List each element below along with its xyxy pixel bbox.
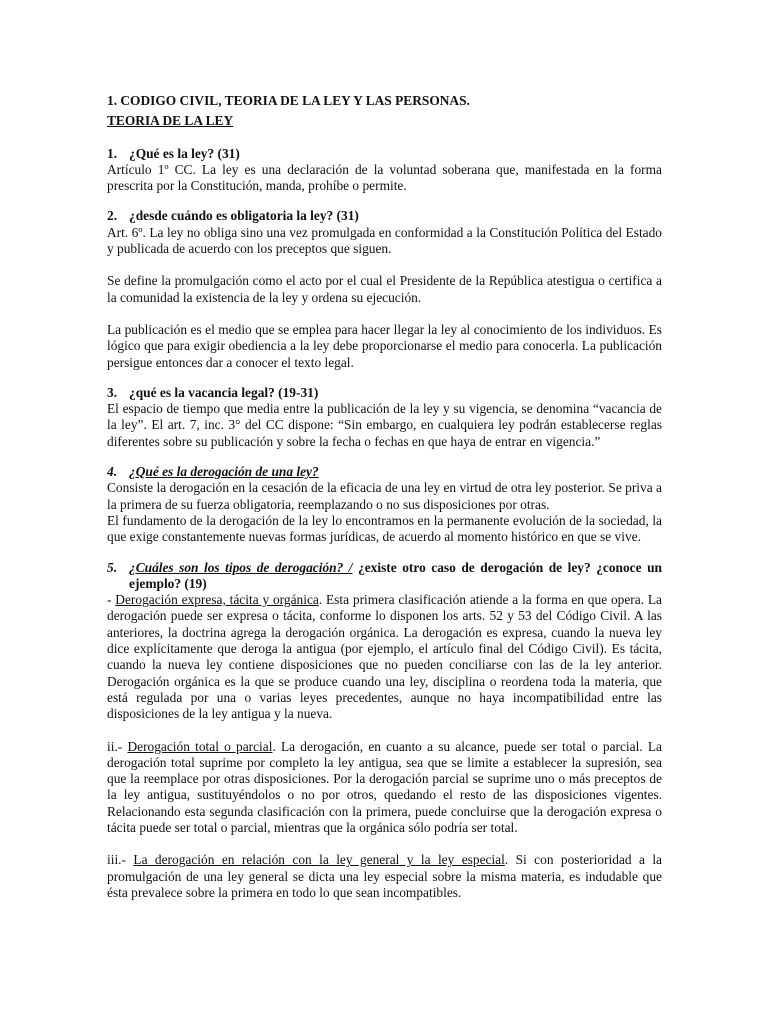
item-label: Derogación expresa, tácita y orgánica <box>115 592 319 608</box>
question-1-paragraph-1: Artículo 1º CC. La ley es una declaración de la voluntad soberana que, manifestada en la forma prescrita por la Constitución, manda, prohíbe o permite. <box>107 161 662 194</box>
item-text: . Si con posterioridad a la promulgación de una ley general se dicta una ley especial sobre la misma materia, es indudable que ésta prevalece sobre la primera en todo lo que sean incompatibles. <box>107 852 662 900</box>
question-number: 3. <box>107 384 118 400</box>
question-text: ¿Qué es la derogación de una ley? <box>129 464 319 480</box>
question-number: 5. <box>107 559 118 575</box>
question-2-paragraph-2: Se define la promulgación como el acto por el cual el Presidente de la República atestigua o certifica a la comunidad la existencia de la ley y ordena su ejecución. <box>107 273 662 305</box>
question-3-paragraph-1: El espacio de tiempo que media entre la publicación de la ley y su vigencia, se denomina “vacancia de la ley”. El art. 7, inc. 3° del CC dispone: “Sin embargo, en cualquiera ley podrán establecerse reglas diferentes sobre su publicación y sobre la fecha o fechas en que haya de entrar en vigencia.” <box>107 401 662 449</box>
question-4-heading <box>107 464 662 480</box>
question-3-heading <box>107 385 662 401</box>
section-title: TEORIA DE LA LEY <box>107 113 234 129</box>
document-title: 1. CODIGO CIVIL, TEORIA DE LA LEY Y LAS PERSONAS. <box>107 93 470 108</box>
item-label: Derogación total o parcial <box>127 738 273 754</box>
derogation-type-ii <box>107 739 662 837</box>
question-text-rest: ¿existe otro caso de derogación de ley? ¿conoce un ejemplo? (19) <box>129 559 662 591</box>
item-text: . Esta primera clasificación atiende a la forma en que opera. La derogación puede ser expresa o tácita, conforme lo disponen los arts. 52 y 53 del Código Civil. A las anteriores, la doctrina agrega la derogación orgánica. La derogación es expresa, cuando la nueva ley dice explícitamente que deroga la antigua (por ejemplo, el artículo final del Código Civil). Es tácita, cuando la nueva ley contiene disposiciones que no pueden conciliarse con las de la ley anterior. Derogación orgánica es la que se produce cuando una ley, disciplina o reordena toda la materia, que está regulada por una o varias leyes precedentes, aunque no haya incompatibilidad entre las disposiciones de la ley antigua y la nueva. <box>107 592 662 722</box>
derogation-type-iii <box>107 852 662 901</box>
question-number: 2. <box>107 208 118 224</box>
question-text-italic: ¿Cuáles son los tipos de derogación? / <box>129 559 353 575</box>
item-prefix: iii.- <box>107 852 134 868</box>
derogation-type-i <box>107 592 662 722</box>
question-text: ¿qué es la vacancia legal? (19-31) <box>129 384 319 400</box>
document-body <box>107 93 662 901</box>
question-text: ¿desde cuándo es obligatoria la ley? (31) <box>129 208 359 224</box>
item-prefix: - <box>107 592 116 608</box>
question-1-heading <box>107 146 662 162</box>
question-5-heading <box>107 560 662 593</box>
question-text: ¿Qué es la ley? (31) <box>129 145 240 161</box>
question-2-paragraph-1: Art. 6º. La ley no obliga sino una vez promulgada en conformidad a la Constitución Política del Estado y publicada de acuerdo con los preceptos que siguen. <box>107 224 662 257</box>
question-4-paragraph-2: El fundamento de la derogación de la ley lo encontramos en la permanente evolución de la sociedad, la que exige constantemente nuevas formas jurídicas, de acuerdo al momento histórico en que se vive. <box>107 512 662 545</box>
item-label: La derogación en relación con la ley general y la ley especial <box>133 852 505 868</box>
question-4-paragraph-1: Consiste la derogación en la cesación de la eficacia de una ley en virtud de otra ley posterior. Se priva a la primera de su fuerza obligatoria, reemplazando o no sus disposiciones por otras. <box>107 480 662 512</box>
item-text: . La derogación, en cuanto a su alcance, puede ser total o parcial. La derogación total suprime por completo la ley antigua, sea que se limite a establecer la supresión, sea que la reemplace por otras disposiciones. Por la derogación parcial se suprime uno o más preceptos de la ley antigua, sustituyéndolos o no por otros, quedando el resto de las disposiciones vigentes. Relacionando esta segunda clasificación con la primera, puede concluirse que la derogación expresa o tácita puede ser total o parcial, mientras que la orgánica sólo podría ser total. <box>107 738 662 835</box>
question-number: 1. <box>107 145 118 161</box>
item-prefix: ii.- <box>107 738 128 754</box>
question-2-heading <box>107 208 662 224</box>
question-number: 4. <box>107 464 118 480</box>
question-2-paragraph-3: La publicación es el medio que se emplea para hacer llegar la ley al conocimiento de los individuos. Es lógico que para exigir obediencia a la ley debe proporcionarse el medio para conocerla. La publicación persigue entonces dar a conocer el texto legal. <box>107 321 662 370</box>
